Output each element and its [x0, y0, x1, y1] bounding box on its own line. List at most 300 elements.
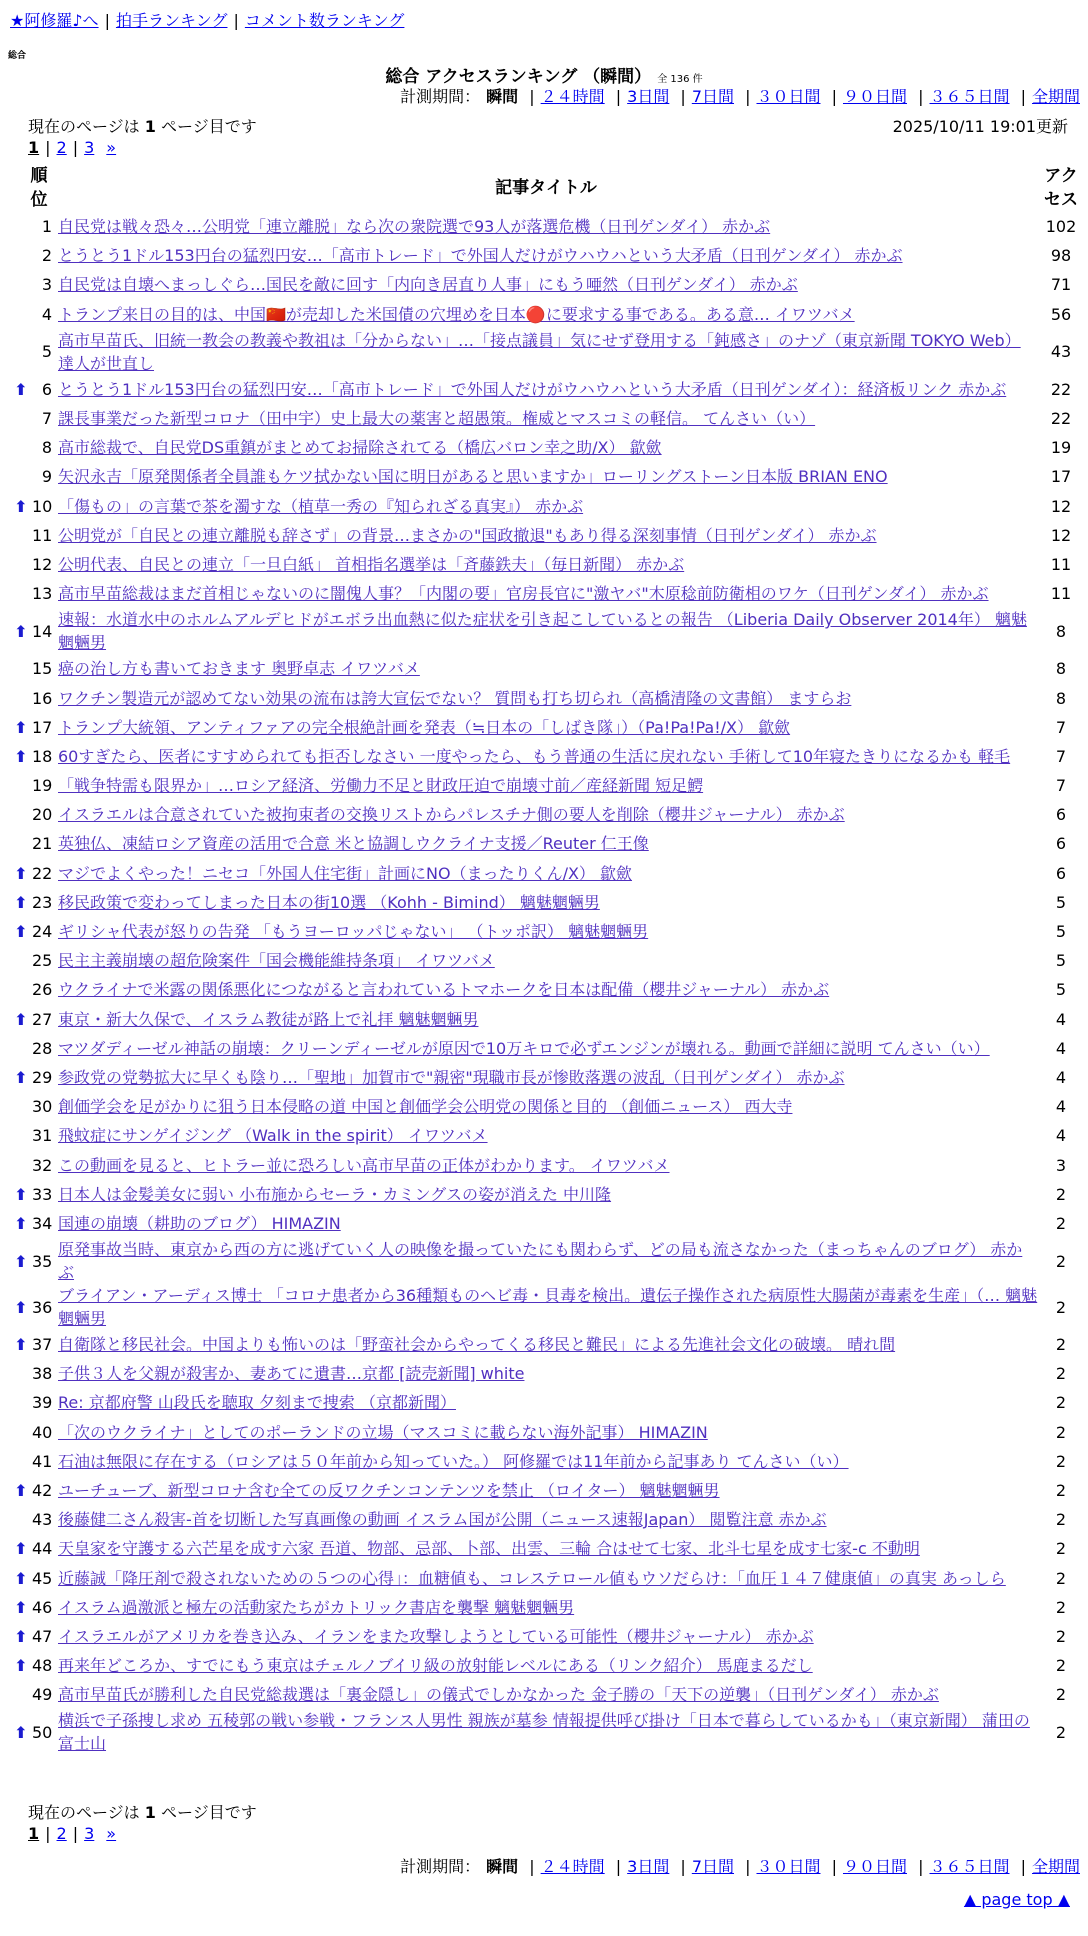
period-link-all[interactable]: 全期間	[1031, 87, 1080, 106]
period-label: 計測期間：	[400, 1857, 481, 1876]
table-row	[10, 300, 1084, 329]
rank-change-cell	[10, 1005, 32, 1034]
article-title-link[interactable]: 公明党が「自民との連立離脱も辞さず」の背景…まさかの"国政撤退"もあり得る深刻事情（日刊ゲンダイ） 赤かぶ	[58, 525, 877, 545]
rank-number: 45	[32, 1568, 53, 1588]
rank-change-cell	[10, 1063, 32, 1092]
nav-link-asyura-home[interactable]: ★阿修羅♪へ	[10, 11, 99, 30]
access-count: 98	[1050, 246, 1072, 266]
arrow-up-icon: ⬆	[14, 1297, 28, 1317]
period-link-7d[interactable]: 7日間	[691, 87, 734, 106]
rank-number: 8	[41, 438, 52, 458]
arrow-up-icon: ⬆	[14, 717, 28, 737]
article-title-cell	[54, 683, 1038, 712]
article-title-cell	[54, 1534, 1038, 1563]
rank-change-cell	[10, 1447, 32, 1476]
period-link-30d[interactable]: ３０日間	[756, 1857, 821, 1876]
article-title-link[interactable]: 創価学会を足がかりに狙う日本侵略の道 中国と創価学会公明党の関係と目的 （創価ニュース） 西大寺	[58, 1097, 793, 1117]
article-title-link[interactable]: 自民党は戦々恐々…公明党「連立離脱」なら次の衆院選で93人が落選危機（日刊ゲンダイ） 赤かぶ	[58, 217, 771, 237]
article-title-cell	[54, 1238, 1038, 1284]
pager-current: 1	[28, 138, 40, 157]
table-row	[10, 742, 1084, 771]
article-title-link[interactable]: イスラム過激派と極左の活動家たちがカトリック書店を襲撃 魑魅魍魎男	[58, 1597, 575, 1617]
arrow-up-icon: ⬆	[14, 1597, 28, 1617]
article-title-cell	[54, 771, 1038, 800]
table-row	[10, 270, 1084, 299]
article-title-cell	[54, 1476, 1038, 1505]
rank-number: 27	[32, 1009, 53, 1029]
rank-change-cell	[10, 713, 32, 742]
rank-change-cell	[10, 771, 32, 800]
table-row	[10, 1505, 1084, 1534]
article-title-cell	[54, 1359, 1038, 1388]
table-row	[10, 404, 1084, 433]
access-count: 4	[1055, 1009, 1067, 1029]
article-title-link[interactable]: 国連の崩壊（耕助のブログ） HIMAZIN	[58, 1213, 341, 1233]
article-title-link[interactable]: Re: 京都府警 山段氏を聴取 夕刻まで捜索 （京都新聞）	[58, 1393, 456, 1413]
rank-number: 19	[32, 776, 53, 796]
period-link-365d[interactable]: ３６５日間	[929, 1857, 1010, 1876]
article-title-link[interactable]: 速報：水道水中のホルムアルデヒドがエボラ出血熱に似た症状を引き起こしているとの報告 （Liberia Daily Observer 2014年） 魑魅魍魎男	[58, 610, 1027, 653]
article-title-cell	[54, 329, 1038, 375]
period-selector-bottom: 計測期間： 瞬間 | ２４時間 | 3日間 | 7日間 | ３０日間 | ９０日間 | ３６５日間 | 全期間	[400, 1857, 1080, 1876]
article-title-link[interactable]: 飛蚊症にサンゲイジング （Walk in the spirit） イワツバメ	[58, 1126, 488, 1146]
table-row	[10, 1284, 1084, 1330]
access-count: 19	[1050, 438, 1072, 458]
rank-change-cell	[10, 212, 32, 241]
table-row	[10, 375, 1084, 404]
rank-number: 20	[32, 805, 53, 825]
rank-change-cell	[10, 1505, 32, 1534]
article-title-cell	[54, 1593, 1038, 1622]
article-title-cell	[54, 917, 1038, 946]
category-tag: 総合	[8, 51, 27, 61]
article-title-cell	[54, 404, 1038, 433]
pager-next[interactable]: »	[106, 1824, 117, 1843]
rank-change-cell	[10, 946, 32, 975]
table-row	[10, 1034, 1084, 1063]
access-count: 2	[1055, 1213, 1067, 1233]
access-count: 4	[1055, 1126, 1067, 1146]
article-title-cell	[54, 800, 1038, 829]
access-count: 3	[1055, 1155, 1067, 1175]
article-title-link[interactable]: とうとう1ドル153円台の猛烈円安…「高市トレード」で外国人だけがウハウハという大矛盾（日刊ゲンダイ） 赤かぶ	[58, 246, 903, 266]
article-title-cell	[54, 300, 1038, 329]
arrow-up-icon: ⬆	[14, 1184, 28, 1204]
article-title-link[interactable]: この動画を見ると、ヒトラー並に恐ろしい高市早苗の正体がわかります。 イワツバメ	[58, 1155, 670, 1175]
article-title-link[interactable]: 英独仏、凍結ロシア資産の活用で合意 米と協調しウクライナ支援／Reuter 仁王像	[58, 834, 649, 854]
rank-change-cell	[10, 1209, 32, 1238]
period-link-24h[interactable]: ２４時間	[540, 1857, 605, 1876]
access-count: 56	[1050, 304, 1072, 324]
article-title-cell	[54, 1651, 1038, 1680]
rank-change-cell	[10, 742, 32, 771]
article-title-cell	[54, 1330, 1038, 1359]
article-title-cell	[54, 375, 1038, 404]
article-title-link[interactable]: ギリシャ代表が怒りの告発 「もうヨーロッパじゃない」 （トッポ訳） 魑魅魍魎男	[58, 922, 649, 942]
table-row	[10, 1359, 1084, 1388]
article-title-cell	[54, 241, 1038, 270]
article-title-cell	[54, 1180, 1038, 1209]
rank-number: 13	[32, 584, 53, 604]
article-title-link[interactable]: 「戦争特需も限界か」…ロシア経済、労働力不足と財政圧迫で崩壊寸前／産経新聞 短足鰐	[58, 776, 704, 796]
period-link-30d[interactable]: ３０日間	[756, 87, 821, 106]
rank-number: 17	[32, 717, 53, 737]
access-count: 2	[1055, 1722, 1067, 1742]
rank-number: 47	[32, 1626, 53, 1646]
arrow-up-icon: ⬆	[14, 922, 28, 942]
article-title-link[interactable]: 原発事故当時、東京から西の方に逃げていく人の映像を撮っていたにも関わらず、どの局も流さなかった（まっちゃんのブログ） 赤かぶ	[58, 1240, 1023, 1282]
access-count: 8	[1055, 621, 1067, 641]
access-count: 2	[1055, 1656, 1067, 1676]
article-title-cell	[54, 713, 1038, 742]
table-row	[10, 713, 1084, 742]
table-row	[10, 1622, 1084, 1651]
table-row	[10, 800, 1084, 829]
rank-number: 31	[32, 1126, 53, 1146]
arrow-up-icon: ⬆	[14, 1539, 28, 1559]
rank-number: 37	[32, 1335, 53, 1355]
article-title-link[interactable]: 高市早苗総裁はまだ首相じゃないのに闇傀人事？「内閣の要」官房長官に"激ヤバ"木原稔前防衛相のワケ（日刊ゲンダイ） 赤かぶ	[58, 584, 989, 604]
access-count: 4	[1055, 1067, 1067, 1087]
article-title-link[interactable]: マジでよくやった！ニセコ「外国人住宅街」計画にNO（まったりくん/X） 歙歛	[58, 863, 633, 883]
article-title-link[interactable]: 「傷もの」の言葉で茶を濁すな（植草一秀の『知られざる真実』） 赤かぶ	[58, 496, 584, 516]
article-title-link[interactable]: 天皇家を守護する六芒星を成す六家 吾道、物部、忌部、卜部、出雲、三輪 合はせて七家、北斗七星を成す七家-c 不動明	[58, 1539, 920, 1559]
article-title-link[interactable]: ウクライナで米露の関係悪化につながると言われているトマホークを日本は配備（櫻井ジャーナル） 赤かぶ	[58, 980, 830, 1000]
period-link-7d[interactable]: 7日間	[691, 1857, 734, 1876]
table-row	[10, 683, 1084, 712]
article-title-cell	[54, 521, 1038, 550]
access-count: 12	[1050, 525, 1072, 545]
rank-change-cell	[10, 1564, 32, 1593]
article-title-cell	[54, 654, 1038, 683]
article-title-cell	[54, 1709, 1038, 1755]
access-count: 7	[1055, 746, 1067, 766]
rank-number: 23	[32, 892, 53, 912]
rank-number: 40	[32, 1422, 53, 1442]
table-row	[10, 212, 1084, 241]
access-count: 102	[1045, 217, 1077, 237]
arrow-up-icon: ⬆	[14, 1067, 28, 1087]
table-row	[10, 654, 1084, 683]
rank-number: 14	[32, 621, 53, 641]
rank-change-cell	[10, 800, 32, 829]
arrow-up-icon: ⬆	[14, 863, 28, 883]
access-count: 11	[1050, 584, 1072, 604]
rank-change-cell	[10, 1092, 32, 1121]
table-row	[10, 859, 1084, 888]
article-title-cell	[54, 829, 1038, 858]
article-title-link[interactable]: ユーチューブ、新型コロナ含む全ての反ワクチンコンテンツを禁止 （ロイター） 魑魅魍魎男	[58, 1481, 720, 1501]
arrow-up-icon: ⬆	[14, 1481, 28, 1501]
pager-link-2[interactable]: 2	[56, 138, 67, 157]
period-link-all[interactable]: 全期間	[1031, 1857, 1080, 1876]
article-title-cell	[54, 492, 1038, 521]
article-title-cell	[54, 1418, 1038, 1447]
article-title-cell	[54, 1447, 1038, 1476]
updated-timestamp: 2025/10/11 19:01更新	[892, 117, 1068, 136]
rank-change-cell	[10, 1593, 32, 1622]
table-row	[10, 1150, 1084, 1179]
page-info-prefix: 現在のページは	[28, 117, 145, 136]
article-title-link[interactable]: 近藤誠「降圧剤で殺されないための５つの心得」：血糖値も、コレステロール値もウソだらけ：「血圧１４７健康値」の真実 あっしら	[58, 1568, 1006, 1588]
access-count: 2	[1055, 1685, 1067, 1705]
access-count: 2	[1055, 1364, 1067, 1384]
arrow-up-icon: ⬆	[14, 1656, 28, 1676]
period-current: 瞬間	[486, 87, 519, 106]
article-title-link[interactable]: 60すぎたら、医者にすすめられても拒否しなさい 一度やったら、もう普通の生活に戻れない 手術して10年寝たきりになるかも 軽毛	[58, 746, 1011, 766]
arrow-up-icon: ⬆	[14, 1213, 28, 1233]
article-title-link[interactable]: 石油は無限に存在する（ロシアは５０年前から知っていた。） 阿修羅では11年前から記事あり てんさい（い）	[58, 1451, 849, 1471]
arrow-up-icon: ⬆	[14, 379, 28, 399]
rank-change-cell	[10, 579, 32, 608]
article-title-cell	[54, 270, 1038, 299]
access-count: 17	[1050, 467, 1072, 487]
page-info-bottom	[28, 1800, 257, 1823]
pager-next[interactable]: »	[106, 138, 117, 157]
table-row	[10, 771, 1084, 800]
article-title-link[interactable]: 矢沢永吉「原発関係者全員誰もケツ拭かない国に明日があると思いますか」ローリングストーン日本版 BRIAN ENO	[58, 467, 888, 487]
rank-number: 5	[41, 342, 52, 362]
article-title-link[interactable]: とうとう1ドル153円台の猛烈円安…「高市トレード」で外国人だけがウハウハという大矛盾（日刊ゲンダイ）：経済板リンク 赤かぶ	[58, 379, 1007, 399]
table-row	[10, 462, 1084, 491]
article-title-link[interactable]: トランプ大統領、アンティファアの完全根絶計画を発表（≒日本の「しばき隊」）（Pa!Pa!Pa!/X） 歙歛	[58, 717, 791, 737]
rank-number: 38	[32, 1364, 53, 1384]
period-current: 瞬間	[486, 1857, 519, 1876]
access-count: 7	[1055, 717, 1067, 737]
period-link-90d[interactable]: ９０日間	[842, 87, 907, 106]
page-info	[28, 114, 257, 137]
top-nav	[10, 10, 404, 32]
period-link-365d[interactable]: ３６５日間	[929, 87, 1010, 106]
arrow-up-icon: ⬆	[14, 892, 28, 912]
rank-number: 1	[41, 217, 52, 237]
table-row	[10, 946, 1084, 975]
table-row	[10, 829, 1084, 858]
article-title-link[interactable]: 民主主義崩壊の超危険案件「国会機能維持条項」 イワツバメ	[58, 951, 495, 971]
table-row	[10, 975, 1084, 1004]
rank-change-cell	[10, 654, 32, 683]
access-count: 2	[1055, 1335, 1067, 1355]
article-title-link[interactable]: イスラエルがアメリカを巻き込み、イランをまた攻撃しようとしている可能性（櫻井ジャーナル） 赤かぶ	[58, 1626, 814, 1646]
rank-number: 9	[41, 467, 52, 487]
access-count: 43	[1050, 342, 1072, 362]
table-row	[10, 329, 1084, 375]
article-title-link[interactable]: 高市早苗氏が勝利した自民党総裁選は「裏金隠し」の儀式でしかなかった 金子勝の「天下の逆襲」（日刊ゲンダイ） 赤かぶ	[58, 1685, 939, 1705]
rank-number: 26	[32, 980, 53, 1000]
article-title-cell	[54, 608, 1038, 654]
article-title-link[interactable]: 自民党は自壊へまっしぐら…国民を敵に回す「内向き居直り人事」にもう唖然（日刊ゲンダイ） 赤かぶ	[58, 275, 798, 295]
nav-link-comment-ranking[interactable]: コメント数ランキング	[244, 11, 405, 30]
table-row	[10, 241, 1084, 270]
rank-change-cell	[10, 917, 32, 946]
article-title-link[interactable]: 「次のウクライナ」としてのポーランドの立場（マスコミに載らない海外記事） HIMAZIN	[58, 1422, 708, 1442]
rank-number: 22	[32, 863, 53, 883]
article-title-cell	[54, 1622, 1038, 1651]
arrow-up-icon: ⬆	[14, 621, 28, 641]
access-count: 2	[1055, 1393, 1067, 1413]
article-title-cell	[54, 1034, 1038, 1063]
page-title	[0, 62, 1088, 87]
table-row	[10, 1534, 1084, 1563]
rank-change-cell	[10, 1680, 32, 1709]
rank-number: 24	[32, 922, 53, 942]
table-row	[10, 608, 1084, 654]
access-count: 2	[1055, 1481, 1067, 1501]
period-selector-top: 計測期間： 瞬間 | ２４時間 | 3日間 | 7日間 | ３０日間 | ９０日間 | ３６５日間 | 全期間	[400, 87, 1080, 106]
period-link-90d[interactable]: ９０日間	[842, 1857, 907, 1876]
article-title-cell	[54, 1505, 1038, 1534]
article-title-cell	[54, 1564, 1038, 1593]
article-title-link[interactable]: 後藤健二さん殺害-首を切断した写真画像の動画 イスラム国が公開（ニュース速報Japan） 閲覧注意 赤かぶ	[58, 1510, 827, 1530]
table-row	[10, 579, 1084, 608]
table-row	[10, 1680, 1084, 1709]
rank-change-cell	[10, 1121, 32, 1150]
access-count: 4	[1055, 1097, 1067, 1117]
arrow-up-icon: ⬆	[14, 1251, 28, 1271]
article-title-link[interactable]: ワクチン製造元が認めてない効果の流布は誇大宣伝でない？ 質問も打ち切られ（高橋清隆の文書館） ますらお	[58, 688, 852, 708]
article-title-link[interactable]: 東京・新大久保で、イスラム教徒が路上で礼拝 魑魅魍魎男	[58, 1009, 479, 1029]
article-title-cell	[54, 1121, 1038, 1150]
nav-separator: |	[104, 11, 110, 30]
page-info-prefix: 現在のページは	[28, 1803, 145, 1822]
rank-change-cell	[10, 829, 32, 858]
article-title-cell	[54, 859, 1038, 888]
rank-number: 4	[41, 304, 52, 324]
nav-link-clap-ranking[interactable]: 拍手ランキング	[115, 11, 228, 30]
rank-number: 16	[32, 688, 53, 708]
article-title-cell	[54, 975, 1038, 1004]
article-title-link[interactable]: 高市総裁で、自民党DS重鎮がまとめてお掃除されてる（橋広バロン幸之助/X） 歙歛	[58, 438, 662, 458]
rank-change-cell	[10, 375, 32, 404]
page-top-link[interactable]: ▲ page top ▲	[963, 1890, 1070, 1909]
arrow-up-icon: ⬆	[14, 1568, 28, 1588]
rank-change-cell	[10, 1330, 32, 1359]
access-count: 6	[1055, 834, 1067, 854]
article-title-link[interactable]: 日本人は金髪美女に弱い 小布施からセーラ・カミングスの姿が消えた 中川隆	[58, 1184, 612, 1204]
access-count: 2	[1055, 1451, 1067, 1471]
period-link-3d[interactable]: 3日間	[627, 87, 670, 106]
page-info-number: 1	[144, 117, 156, 136]
rank-change-cell	[10, 859, 32, 888]
access-count: 5	[1055, 922, 1067, 942]
table-row	[10, 1447, 1084, 1476]
article-title-cell	[54, 1209, 1038, 1238]
access-count: 2	[1055, 1184, 1067, 1204]
rank-change-cell	[10, 550, 32, 579]
rank-number: 35	[32, 1251, 53, 1271]
rank-change-cell	[10, 683, 32, 712]
article-title-link[interactable]: 子供３人を父親が殺害か、妻あてに遺書…京都 [読売新聞] white	[58, 1364, 525, 1384]
rank-number: 12	[32, 554, 53, 574]
rank-change-cell	[10, 404, 32, 433]
article-title-link[interactable]: イスラエルは合意されていた被拘束者の交換リストからパレスチナ側の要人を削除（櫻井ジャーナル） 赤かぶ	[58, 805, 845, 825]
rank-number: 43	[32, 1510, 53, 1530]
article-title-link[interactable]: 横浜で子孫捜し求め 五稜郭の戦い参戦・フランス人男性 親族が墓参 情報提供呼び掛け「日本で暮らしているかも」（東京新聞） 蒲田の富士山	[58, 1711, 1030, 1754]
article-title-link[interactable]: 課長事業だった新型コロナ（田中宇）史上最大の薬害と超愚策。権威とマスコミの軽信。 てんさい（い）	[58, 409, 816, 429]
article-title-cell	[54, 1063, 1038, 1092]
article-title-cell	[54, 462, 1038, 491]
pager-bottom: 1 | 2 | 3 »	[28, 1824, 117, 1843]
rank-change-cell	[10, 888, 32, 917]
rank-change-cell	[10, 1284, 32, 1330]
article-title-cell	[54, 433, 1038, 462]
access-count: 8	[1055, 688, 1067, 708]
table-row	[10, 1209, 1084, 1238]
pager-top: 1 | 2 | 3 »	[28, 138, 117, 157]
access-count: 2	[1055, 1568, 1067, 1588]
access-count: 5	[1055, 951, 1067, 971]
table-row	[10, 550, 1084, 579]
table-row	[10, 1063, 1084, 1092]
article-title-link[interactable]: トランプ来日の目的は、中国🇨🇳が売却した米国債の穴埋めを日本🔴に要求する事である。ある意… イワツバメ	[58, 304, 855, 324]
rank-number: 21	[32, 834, 53, 854]
table-row	[10, 1330, 1084, 1359]
rank-change-cell	[10, 329, 32, 375]
table-row	[10, 1121, 1084, 1150]
access-count: 5	[1055, 980, 1067, 1000]
table-header	[10, 164, 1084, 212]
pager-link-3[interactable]: 3	[84, 1824, 95, 1843]
rank-change-cell	[10, 1180, 32, 1209]
access-count: 2	[1055, 1510, 1067, 1530]
article-title-cell	[54, 579, 1038, 608]
access-count: 2	[1055, 1539, 1067, 1559]
article-title-link[interactable]: 再来年どころか、すでにもう東京はチェルノブイリ級の放射能レベルにある（リンク紹介） 馬鹿まるだし	[58, 1656, 813, 1676]
rank-change-cell	[10, 1476, 32, 1505]
access-count: 2	[1055, 1597, 1067, 1617]
article-title-link[interactable]: ブライアン・アーディス博士 「コロナ患者から36種類ものヘビ毒・貝毒を検出。遺伝子操作された病原性大腸菌が毒素を生産」（… 魑魅魍魎男	[58, 1286, 1038, 1328]
article-title-link[interactable]: 公明代表、自民との連立「一旦白紙」 首相指名選挙は「斉藤鉄夫」（毎日新聞） 赤かぶ	[58, 554, 685, 574]
article-title-link[interactable]: 参政党の党勢拡大に早くも陰り…「聖地」加賀市で"親密"現職市長が惨敗落選の波乱（日刊ゲンダイ） 赤かぶ	[58, 1067, 845, 1087]
col-header-rank: 順位	[30, 166, 48, 210]
access-count: 22	[1050, 409, 1072, 429]
article-title-link[interactable]: 自衛隊と移民社会。中国よりも怖いのは「野蛮社会からやってくる移民と難民」による先進社会文化の破壊。 晴れ間	[58, 1335, 896, 1355]
article-title-link[interactable]: 高市早苗氏、旧統一教会の教義や教祖は「分からない」…「接点議員」気にせず登用する「鈍感さ」のナゾ（東京新聞 TOKYO Web） 達人が世直し	[58, 330, 1021, 373]
article-title-link[interactable]: マツダディーゼル神話の崩壊：クリーンディーゼルが原因で10万キロで必ずエンジンが壊れる。動画で詳細に説明 てんさい（い）	[58, 1038, 990, 1058]
rank-change-cell	[10, 241, 32, 270]
rank-number: 29	[32, 1067, 53, 1087]
rank-number: 11	[32, 525, 53, 545]
page-info-suffix: ページ目です	[155, 117, 257, 136]
article-title-link[interactable]: 癌の治し方も書いておきます 奥野卓志 イワツバメ	[58, 659, 420, 679]
pager-link-2[interactable]: 2	[56, 1824, 67, 1843]
table-row	[10, 521, 1084, 550]
period-link-3d[interactable]: 3日間	[627, 1857, 670, 1876]
access-count: 4	[1055, 1038, 1067, 1058]
access-count: 2	[1055, 1297, 1067, 1317]
arrow-up-icon: ⬆	[14, 1722, 28, 1742]
rank-number: 7	[41, 409, 52, 429]
table-row	[10, 1418, 1084, 1447]
rank-number: 10	[32, 496, 53, 516]
period-link-24h[interactable]: ２４時間	[540, 87, 605, 106]
table-row	[10, 1238, 1084, 1284]
article-title-cell	[54, 1092, 1038, 1121]
rank-change-cell	[10, 975, 32, 1004]
rank-change-cell	[10, 492, 32, 521]
rank-change-cell	[10, 1388, 32, 1417]
article-title-cell	[54, 550, 1038, 579]
rank-number: 33	[32, 1184, 53, 1204]
access-count: 5	[1055, 892, 1067, 912]
rank-number: 36	[32, 1297, 53, 1317]
rank-number: 50	[32, 1722, 53, 1742]
pager-link-3[interactable]: 3	[84, 138, 95, 157]
table-row	[10, 1593, 1084, 1622]
article-title-link[interactable]: 移民政策で変わってしまった日本の街10選 （Kohh - Bimind） 魑魅魍魎男	[58, 892, 600, 912]
ranking-table	[10, 164, 1084, 1755]
access-count: 2	[1055, 1626, 1067, 1646]
